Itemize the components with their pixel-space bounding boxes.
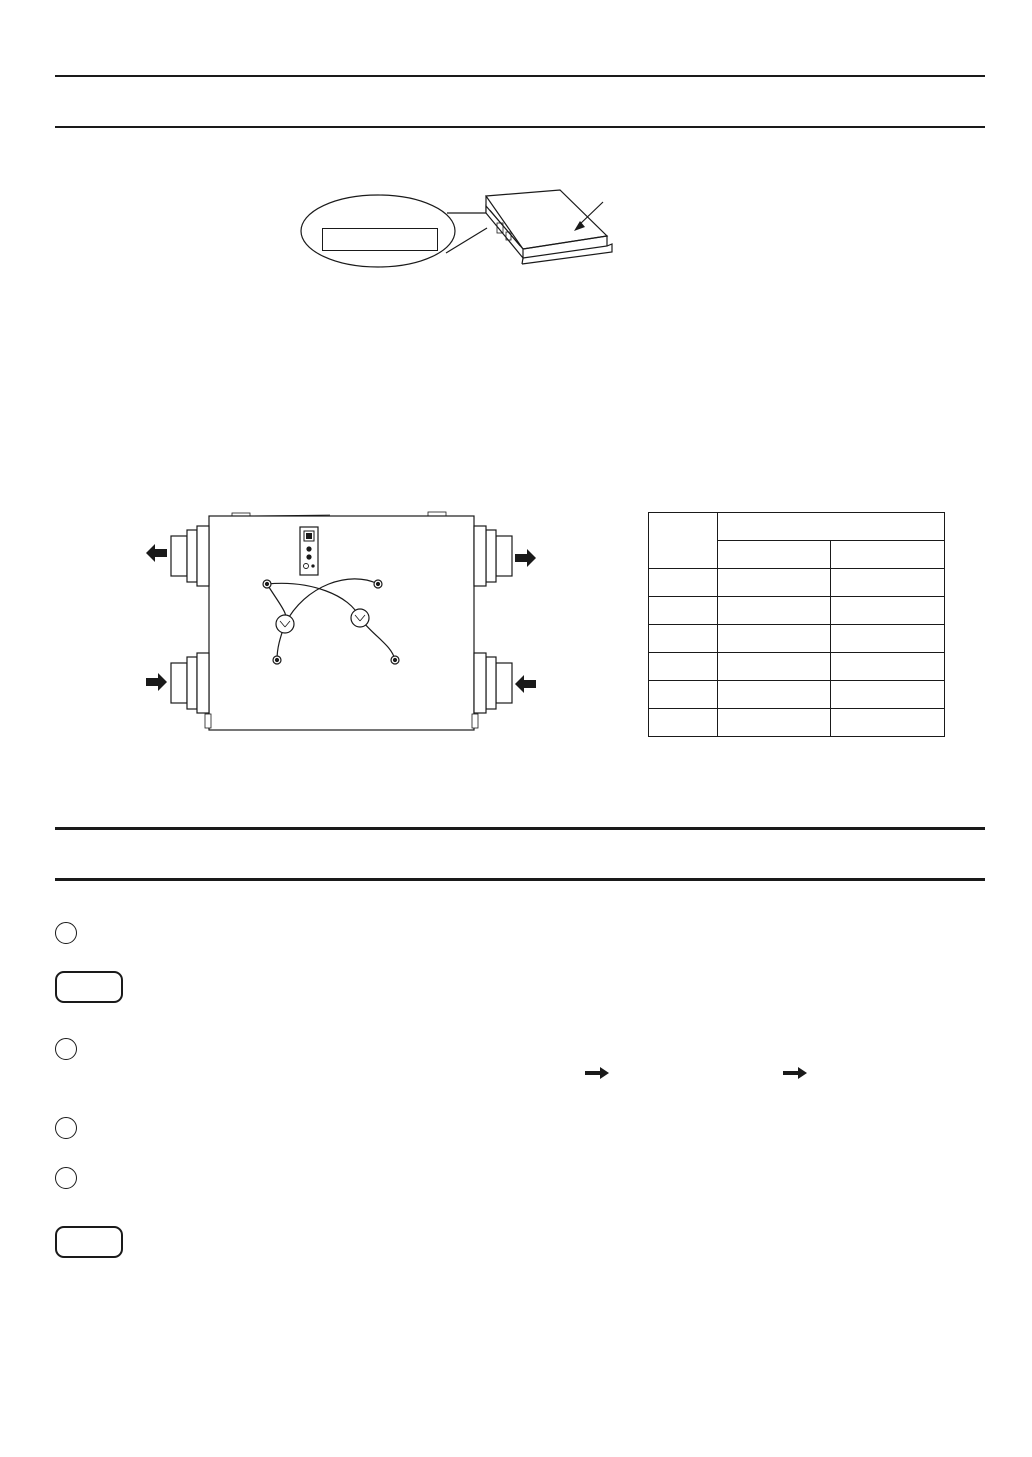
table-cell xyxy=(649,625,718,653)
table-cell xyxy=(718,625,831,653)
duct-port-left-top xyxy=(171,526,209,586)
table-row xyxy=(649,597,945,625)
spec-table xyxy=(648,512,945,737)
sensor-left xyxy=(276,615,294,633)
arrow-right-icon xyxy=(783,1067,807,1079)
step-1-marker xyxy=(55,922,77,944)
table-cell xyxy=(831,597,945,625)
step-3-marker xyxy=(55,1117,77,1139)
step-2-marker xyxy=(55,1038,77,1060)
table-row xyxy=(649,709,945,737)
table-cell xyxy=(831,709,945,737)
arrow-left-icon xyxy=(146,544,167,562)
section-2-top-rule xyxy=(55,827,985,830)
table-cell xyxy=(718,681,831,709)
table-cell xyxy=(831,653,945,681)
note-2-label xyxy=(55,1226,123,1258)
callout-label-box xyxy=(322,228,438,251)
table-row xyxy=(649,625,945,653)
duct-port-right-bottom xyxy=(474,653,512,713)
table-subheader xyxy=(718,541,831,569)
arrow-left-icon xyxy=(515,675,536,693)
table-cell xyxy=(718,569,831,597)
table-cell xyxy=(831,569,945,597)
table-subheader xyxy=(831,541,945,569)
table-cell xyxy=(649,569,718,597)
table-cell xyxy=(831,681,945,709)
table-cell xyxy=(649,597,718,625)
table-cell xyxy=(831,625,945,653)
filter-figure xyxy=(0,0,1032,300)
section-2-bottom-rule xyxy=(55,878,985,881)
table-header xyxy=(718,513,945,541)
table-row xyxy=(649,569,945,597)
sensor-right xyxy=(351,609,369,627)
arrow-right-icon xyxy=(146,673,167,691)
table-row xyxy=(649,681,945,709)
table-row xyxy=(649,653,945,681)
led-icon xyxy=(307,555,311,559)
table-corner-cell xyxy=(649,513,718,569)
step-4-marker xyxy=(55,1167,77,1189)
table-cell xyxy=(718,597,831,625)
table-cell xyxy=(649,653,718,681)
arrow-right-icon xyxy=(515,549,536,567)
table-cell xyxy=(649,681,718,709)
arrow-right-icon xyxy=(585,1067,609,1079)
table-cell xyxy=(649,709,718,737)
unit-body xyxy=(209,516,474,730)
table-cell xyxy=(718,653,831,681)
duct-port-left-bottom xyxy=(171,653,209,713)
table-cell xyxy=(718,709,831,737)
note-1-label xyxy=(55,971,123,1003)
step-2-sequence-arrows xyxy=(0,1060,1032,1090)
duct-port-right-top xyxy=(474,526,512,586)
led-icon xyxy=(307,547,311,551)
